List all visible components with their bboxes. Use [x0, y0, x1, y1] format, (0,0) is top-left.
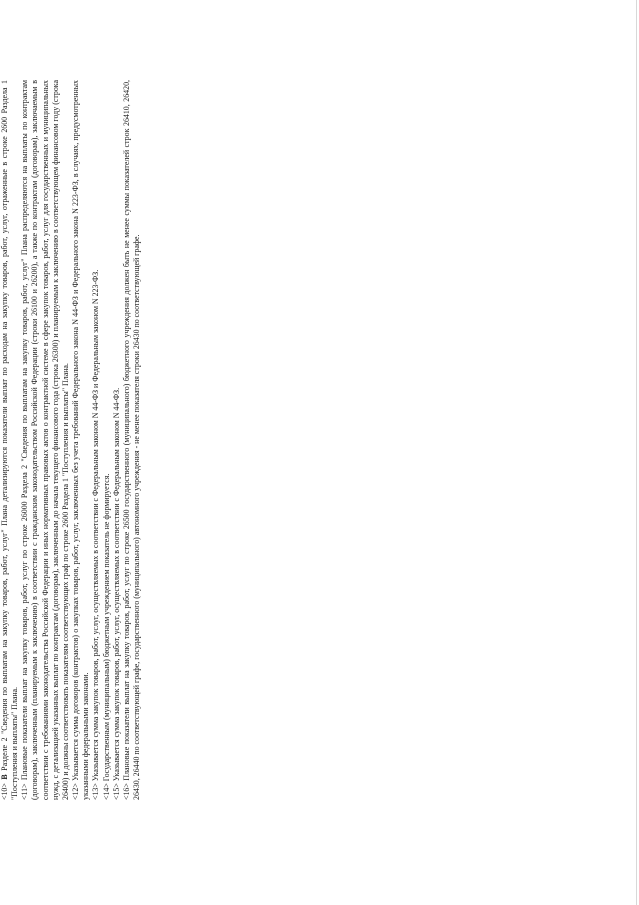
page-edge-line — [636, 0, 637, 905]
footnote-text: Указывается сумма закупок товаров, работ, услуг, осуществляемых в соответствии с Федеральным законом N 44-ФЗ. — [111, 387, 121, 782]
footnote-16 — [122, 80, 142, 800]
footnote-marker: <13> — [91, 783, 101, 800]
footnote-11 — [20, 80, 71, 800]
footnote-12 — [71, 80, 91, 800]
footnotes-block — [0, 80, 190, 800]
footnote-marker: <10> — [0, 783, 9, 800]
footnote-text: Плановые показатели выплат на закупку товаров, работ, услуг по строке 26000 Раздела 2 "Сведения по выплатам на закупку товаров, работ, услуг" Плана распределяются на выплаты по контрактам (договорам), заключенным (планируемым к заключению) в соответствии с гражданским законодательством Российской Федерации (строки 26100 и 26200), а также по контрактам (договорам), заключаемым в соответствии с требованиями законодательства Российской Федерации и иных нормативных правовых актов о контрактной системе в сфере закупок товаров, работ, услуг для государственных и муниципальных нужд, с детализацией указанных выплат по контрактам (договорам), заключенным до начала текущего финансового года (строка 26300) и планируемым к заключению в соответствующем финансовом году (строка 26400) и должны соответствовать показателям соответствующих граф по строке 2600 Раздела 1 "Поступления и выплаты" Плана. — [20, 80, 70, 800]
footnote-13 — [91, 80, 101, 800]
footnote-marker: <15> — [111, 783, 121, 800]
footnote-text: Государственным (муниципальным) бюджетным учреждением показатель не формируется. — [101, 473, 111, 782]
footnote-14 — [102, 80, 112, 800]
footnote-15 — [112, 80, 122, 800]
footnote-text: Разделе 2 "Сведения по выплатам на закупку товаров, работ, услуг" Плана детализируются показатели выплат по расходам на закупку товаров, работ, услуг, отраженные в строке 2600 Раздела 1 "Поступления и выплаты" Плана. — [0, 80, 20, 800]
footnote-lead: В — [0, 774, 9, 780]
footnote-marker: <14> — [101, 783, 111, 800]
footnote-text: Плановые показатели выплат на закупку товаров, работ, услуг по строке 26500 государственного (муниципального) бюджетного учреждения должен быть не менее суммы показателей строк 26410, 26420, 26430, 26440 по соответствующей графе, государственного (муниципального) автономного учреждения - не менее показателя строки 26430 по соответствующей графе. — [121, 80, 142, 800]
footnote-marker: <12> — [71, 783, 81, 800]
footnote-text: Указывается сумма договоров (контрактов) о закупках товаров, работ, услуг, заключенных без учета требований Федерального закона N 44-ФЗ и Федерального закона N 223-ФЗ, в случаях, предусмотренных указанными федеральными законами. — [71, 80, 91, 800]
footnote-marker: <16> — [121, 783, 131, 800]
footnote-10 — [0, 80, 20, 800]
footnote-marker: <11> — [20, 783, 30, 800]
footnote-text: Указывается сумма закупок товаров, работ, услуг, осуществляемых в соответствии с Федеральным законом N 44-ФЗ и Федеральным законом N 223-ФЗ. — [91, 269, 101, 782]
